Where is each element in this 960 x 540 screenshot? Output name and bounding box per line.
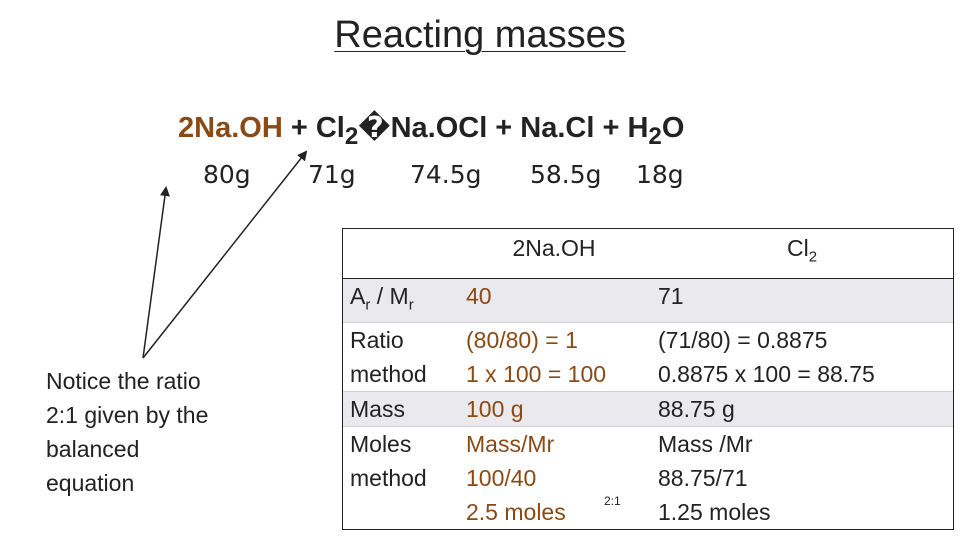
comparison-table	[342, 228, 954, 529]
cl2-moles: Mass /Mr 88.75/71 1.25 moles	[650, 427, 954, 530]
header-naoh: 2Na.OH	[458, 228, 650, 278]
table-row-moles	[342, 427, 954, 530]
header-cl2: $Cl_2$	[650, 228, 954, 278]
label-ar-mr: $A_r / M_r$	[342, 278, 458, 323]
mole-ratio-label: 2:1	[604, 494, 621, 508]
naoh-mass: 100 g	[458, 392, 650, 427]
mass-naoh: 80g	[203, 160, 251, 189]
naoh-ar-mr: 40	[458, 278, 650, 323]
arrow-to-71g	[143, 152, 306, 358]
naoh-ratio: (80/80) = 1 1 x 100 = 100	[458, 323, 650, 392]
ratio-note: Notice the ratio 2:1 given by the balanced equation	[46, 368, 209, 496]
table-row-mass	[342, 392, 954, 427]
mass-naocl: 74.5g	[410, 160, 482, 189]
mass-cl2: 71g	[308, 160, 356, 189]
cl2-ar-mr: 71	[650, 278, 954, 323]
mass-h2o: 18g	[636, 160, 684, 189]
equation-reactant-naoh: 2Na.OH	[178, 112, 283, 144]
label-ratio-method: Ratio method	[342, 323, 458, 392]
equation-product-end: O	[661, 112, 685, 144]
mass-nacl: 58.5g	[530, 160, 602, 189]
naoh-moles: Mass/Mr 100/40 2.5 moles	[458, 427, 650, 530]
equation-products: Na.OCl + Na.Cl + H	[390, 112, 649, 144]
header-blank	[342, 228, 458, 278]
table-row-ratio	[342, 323, 954, 392]
equation-cl-subscript: 2	[344, 122, 359, 150]
equation-arrow: �	[358, 112, 391, 144]
equation-plus-cl: + Cl	[282, 112, 345, 144]
cl2-mass: 88.75 g	[650, 392, 954, 427]
equation-h-subscript: 2	[648, 122, 662, 150]
page-title: Reacting masses	[334, 14, 626, 56]
table-header-row	[342, 228, 954, 278]
table-row-ar-mr	[342, 278, 954, 323]
label-mass: Mass	[342, 392, 458, 427]
cl2-ratio: (71/80) = 0.8875 0.8875 x 100 = 88.75	[650, 323, 954, 392]
label-moles-method: Moles method	[342, 427, 458, 530]
